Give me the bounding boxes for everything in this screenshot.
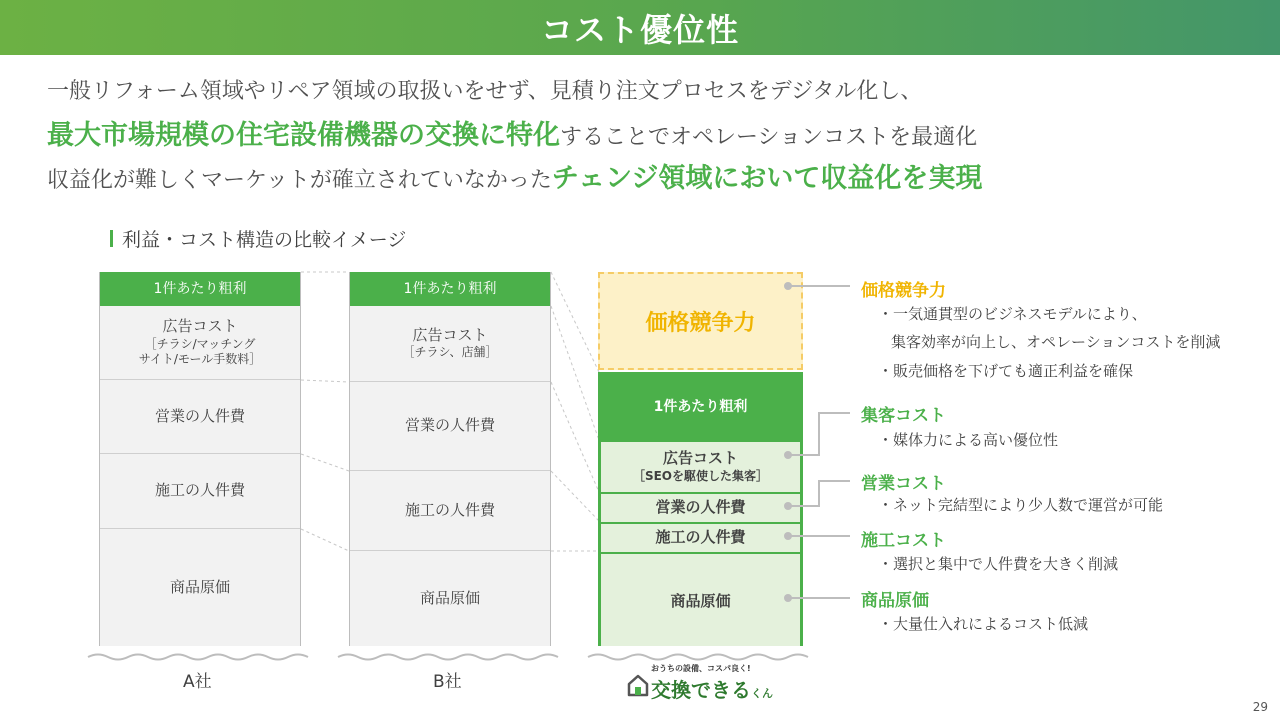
company-c-construction-labor: 施工の人件費	[601, 524, 800, 554]
leader-line-acquisition-a	[790, 454, 819, 456]
note-acquisition-title: 集客コスト	[861, 406, 946, 426]
company-b-gross-profit: 1件あたり粗利	[350, 272, 550, 306]
leader-line-sales-c	[818, 480, 850, 482]
company-c-ad-note: ［SEOを駆使した集客］	[632, 468, 769, 483]
lead-line-2	[47, 113, 977, 152]
note-construction-title: 施工コスト	[861, 531, 946, 551]
house-icon	[627, 673, 649, 697]
company-a-sales-labor: 営業の人件費	[100, 380, 300, 454]
note-price-title: 価格競争力	[861, 281, 946, 301]
logo-name-main: 交換できる	[651, 678, 751, 702]
company-b-ad-cost-label: 広告コスト	[412, 325, 488, 344]
page-title: コスト優位性	[540, 10, 739, 49]
lead-line-1	[47, 74, 922, 105]
company-a-ad-note-2: サイト/モール手数料］	[138, 352, 262, 367]
company-a-ad-cost	[100, 306, 300, 380]
company-a-ad-cost-label: 広告コスト	[162, 317, 238, 336]
company-a-cogs: 商品原価	[100, 529, 300, 646]
lead-line-2-emphasis: 最大市場規模の住宅設備機器の交換に特化	[47, 120, 560, 151]
lead-line-3-emphasis: チェンジ領域において収益化を実現	[551, 163, 983, 194]
company-b-cogs: 商品原価	[350, 551, 550, 646]
leader-line-acquisition-c	[818, 412, 850, 414]
company-a-label: A社	[183, 672, 212, 692]
logo-name-suffix: くん	[751, 687, 773, 700]
leader-line-price	[790, 285, 850, 287]
lead-line-1-text: 一般リフォーム領域やリペア領域の取扱いをせず、見積り注文プロセスをデジタル化し、	[47, 79, 923, 104]
company-b-ad-cost	[350, 306, 550, 382]
leader-line-construction	[790, 535, 850, 537]
company-b-construction-labor: 施工の人件費	[350, 471, 550, 551]
company-b-label: B社	[433, 672, 462, 692]
company-b-column	[349, 272, 551, 646]
note-price-item1-line1: ・一気通貫型のビジネスモデルにより、	[878, 305, 1147, 323]
note-price-item2: ・販売価格を下げても適正利益を確保	[878, 362, 1134, 380]
company-c-ad-cost-label: 広告コスト	[662, 449, 738, 468]
company-b-sales-labor: 営業の人件費	[350, 382, 550, 471]
leader-line-sales-a	[790, 505, 819, 507]
company-a-gross-profit: 1件あたり粗利	[100, 272, 300, 306]
lead-line-2-text: することでオペレーションコストを最適化	[560, 125, 978, 150]
price-competitiveness-label: 価格競争力	[645, 310, 756, 336]
leader-line-sales-b	[818, 480, 820, 507]
company-c-cogs: 商品原価	[670, 591, 731, 610]
header-bar	[0, 0, 1280, 55]
logo-tagline: おうちの設備、コスパ良く!	[651, 664, 751, 673]
logo-name	[651, 674, 773, 703]
leader-line-acquisition-b	[818, 412, 820, 456]
note-sales-item: ・ネット完結型により少人数で運営が可能	[878, 496, 1164, 514]
note-construction-item: ・選択と集中で人件費を大きく削減	[878, 555, 1119, 573]
note-acquisition-item: ・媒体力による高い優位性	[878, 431, 1059, 449]
lead-line-3	[47, 156, 982, 195]
company-c-column	[598, 372, 803, 646]
company-c-sales-labor: 営業の人件費	[601, 494, 800, 524]
note-sales-title: 営業コスト	[861, 474, 946, 494]
section-heading-bar	[110, 230, 113, 247]
company-a-column	[99, 272, 301, 646]
note-price-item1-line2: 集客効率が向上し、オペレーションコストを削減	[891, 333, 1221, 351]
section-heading	[110, 225, 406, 252]
company-a-construction-labor: 施工の人件費	[100, 454, 300, 529]
price-competitiveness-box	[598, 272, 803, 370]
page-number: 29	[1252, 700, 1268, 714]
leader-line-cogs	[790, 597, 850, 599]
lead-line-3-text: 収益化が難しくマーケットが確立されていなかった	[47, 168, 552, 193]
company-b-ad-note: ［チラシ、店舗］	[402, 345, 498, 360]
note-cogs-item: ・大量仕入れによるコスト低減	[878, 615, 1089, 633]
note-cogs-title: 商品原価	[861, 591, 929, 611]
section-heading-text: 利益・コスト構造の比較イメージ	[122, 229, 407, 251]
company-c-ad-cost	[601, 442, 800, 494]
company-a-ad-note-1: ［チラシ/マッチング	[144, 336, 256, 351]
brand-logo	[627, 663, 777, 702]
company-c-gross-profit: 1件あたり粗利	[601, 375, 800, 442]
